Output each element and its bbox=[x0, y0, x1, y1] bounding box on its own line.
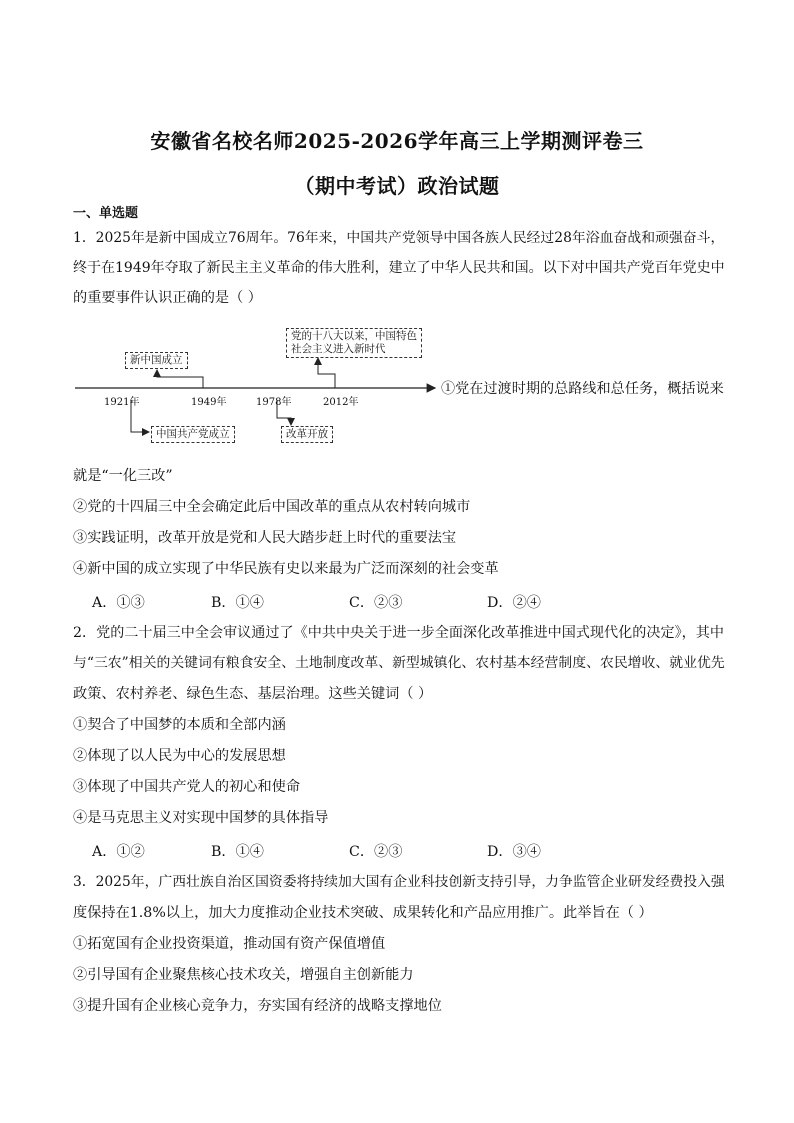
q3-statement-3: ③提升国有企业核心竞争力，夯实国有经济的战略支撑地位 bbox=[73, 998, 442, 1014]
q1-statement-3: ③实践证明，改革开放是党和人民大踏步赶上时代的重要法宝 bbox=[73, 530, 457, 546]
q2-statement-2: ②体现了以人民为中心的发展思想 bbox=[73, 748, 286, 764]
year-label-1949: 1949年 bbox=[191, 397, 227, 408]
exam-subtitle: （期中考试）政治试题 bbox=[294, 174, 500, 198]
q1-stem-line3: 的重要事件认识正确的是（ ） bbox=[73, 290, 262, 306]
q3-statement-2: ②引导国有企业聚焦核心技术攻关，增强自主创新能力 bbox=[73, 967, 414, 983]
year-label-2012: 2012年 bbox=[323, 397, 359, 408]
q2-option-c[interactable]: C．②③ bbox=[349, 844, 403, 860]
section-heading: 一、单选题 bbox=[73, 206, 139, 221]
q2-stem-line2: 与“三农”相关的关键词有粮食安全、土地制度改革、新型城镇化、农村基本经营制度、农民增收、就业优先 bbox=[73, 655, 725, 671]
year-label-1921: 1921年 bbox=[104, 397, 140, 408]
event-box-prc-founding: 新中国成立 bbox=[125, 352, 188, 369]
q2-stem-line3: 政策、农村养老、绿色生态、基层治理。这些关键词（ ） bbox=[73, 686, 433, 702]
event-box-cpc-founding: 中国共产党成立 bbox=[151, 426, 235, 443]
q1-option-a[interactable]: A．①③ bbox=[92, 595, 145, 611]
q1-statement-1-part1: ①党在过渡时期的总路线和总任务，概括说来 bbox=[441, 381, 724, 397]
q2-statement-3: ③体现了中国共产党人的初心和使命 bbox=[73, 779, 301, 795]
q3-stem-line2: 度保持在1.8%以上，加大力度推动企业技术突破、成果转化和产品应用推广。此举旨在（ ） bbox=[73, 905, 653, 921]
connector-2012 bbox=[318, 358, 335, 388]
q1-stem-line1: 1．2025年是新中国成立76周年。76年来，中国共产党领导中国各族人民经过28年浴血奋战和顽强奋斗， bbox=[73, 230, 725, 246]
q2-option-d[interactable]: D．③④ bbox=[487, 844, 541, 860]
event-box-new-era bbox=[286, 328, 422, 358]
event-box-new-era-line2: 社会主义进入新时代 bbox=[291, 343, 386, 355]
q1-stem-line2: 终于在1949年夺取了新民主主义革命的伟大胜利，建立了中华人民共和国。以下对中国共产党百年党史中 bbox=[73, 260, 725, 276]
q2-statement-1: ①契合了中国梦的本质和全部内涵 bbox=[73, 717, 286, 733]
q2-stem-line1: 2．党的二十届三中全会审议通过了《中共中央关于进一步全面深化改革推进中国式现代化的决定》，其中 bbox=[73, 625, 724, 641]
q3-statement-1: ①拓宽国有企业投资渠道，推动国有资产保值增值 bbox=[73, 936, 386, 952]
q1-option-b[interactable]: B．①④ bbox=[211, 595, 264, 611]
exam-title: 安徽省名校名师2025-2026学年高三上学期测评卷三 bbox=[150, 129, 644, 153]
year-label-1978: 1978年 bbox=[256, 397, 292, 408]
q1-statement-4: ④新中国的成立实现了中华民族有史以来最为广泛而深刻的社会变革 bbox=[73, 561, 499, 577]
event-box-reform: 改革开放 bbox=[281, 426, 333, 443]
q1-option-d[interactable]: D．②④ bbox=[487, 595, 541, 611]
event-box-new-era-line1: 党的十八大以来，中国特色 bbox=[291, 330, 417, 342]
q2-option-b[interactable]: B．①④ bbox=[211, 844, 264, 860]
q1-statement-1-part2: 就是“一化三改” bbox=[73, 468, 173, 484]
q2-option-a[interactable]: A．①② bbox=[92, 844, 145, 860]
connector-1949 bbox=[157, 370, 203, 388]
q2-statement-4: ④是马克思主义对实现中国梦的具体指导 bbox=[73, 810, 329, 826]
party-history-timeline bbox=[73, 322, 443, 450]
q1-statement-2: ②党的十四届三中全会确定此后中国改革的重点从农村转向城市 bbox=[73, 499, 471, 515]
q3-stem-line1: 3．2025年，广西壮族自治区国资委将持续加大国有企业科技创新支持引导，力争监管企业研发经费投入强 bbox=[73, 874, 725, 890]
q1-option-c[interactable]: C．②③ bbox=[349, 595, 403, 611]
